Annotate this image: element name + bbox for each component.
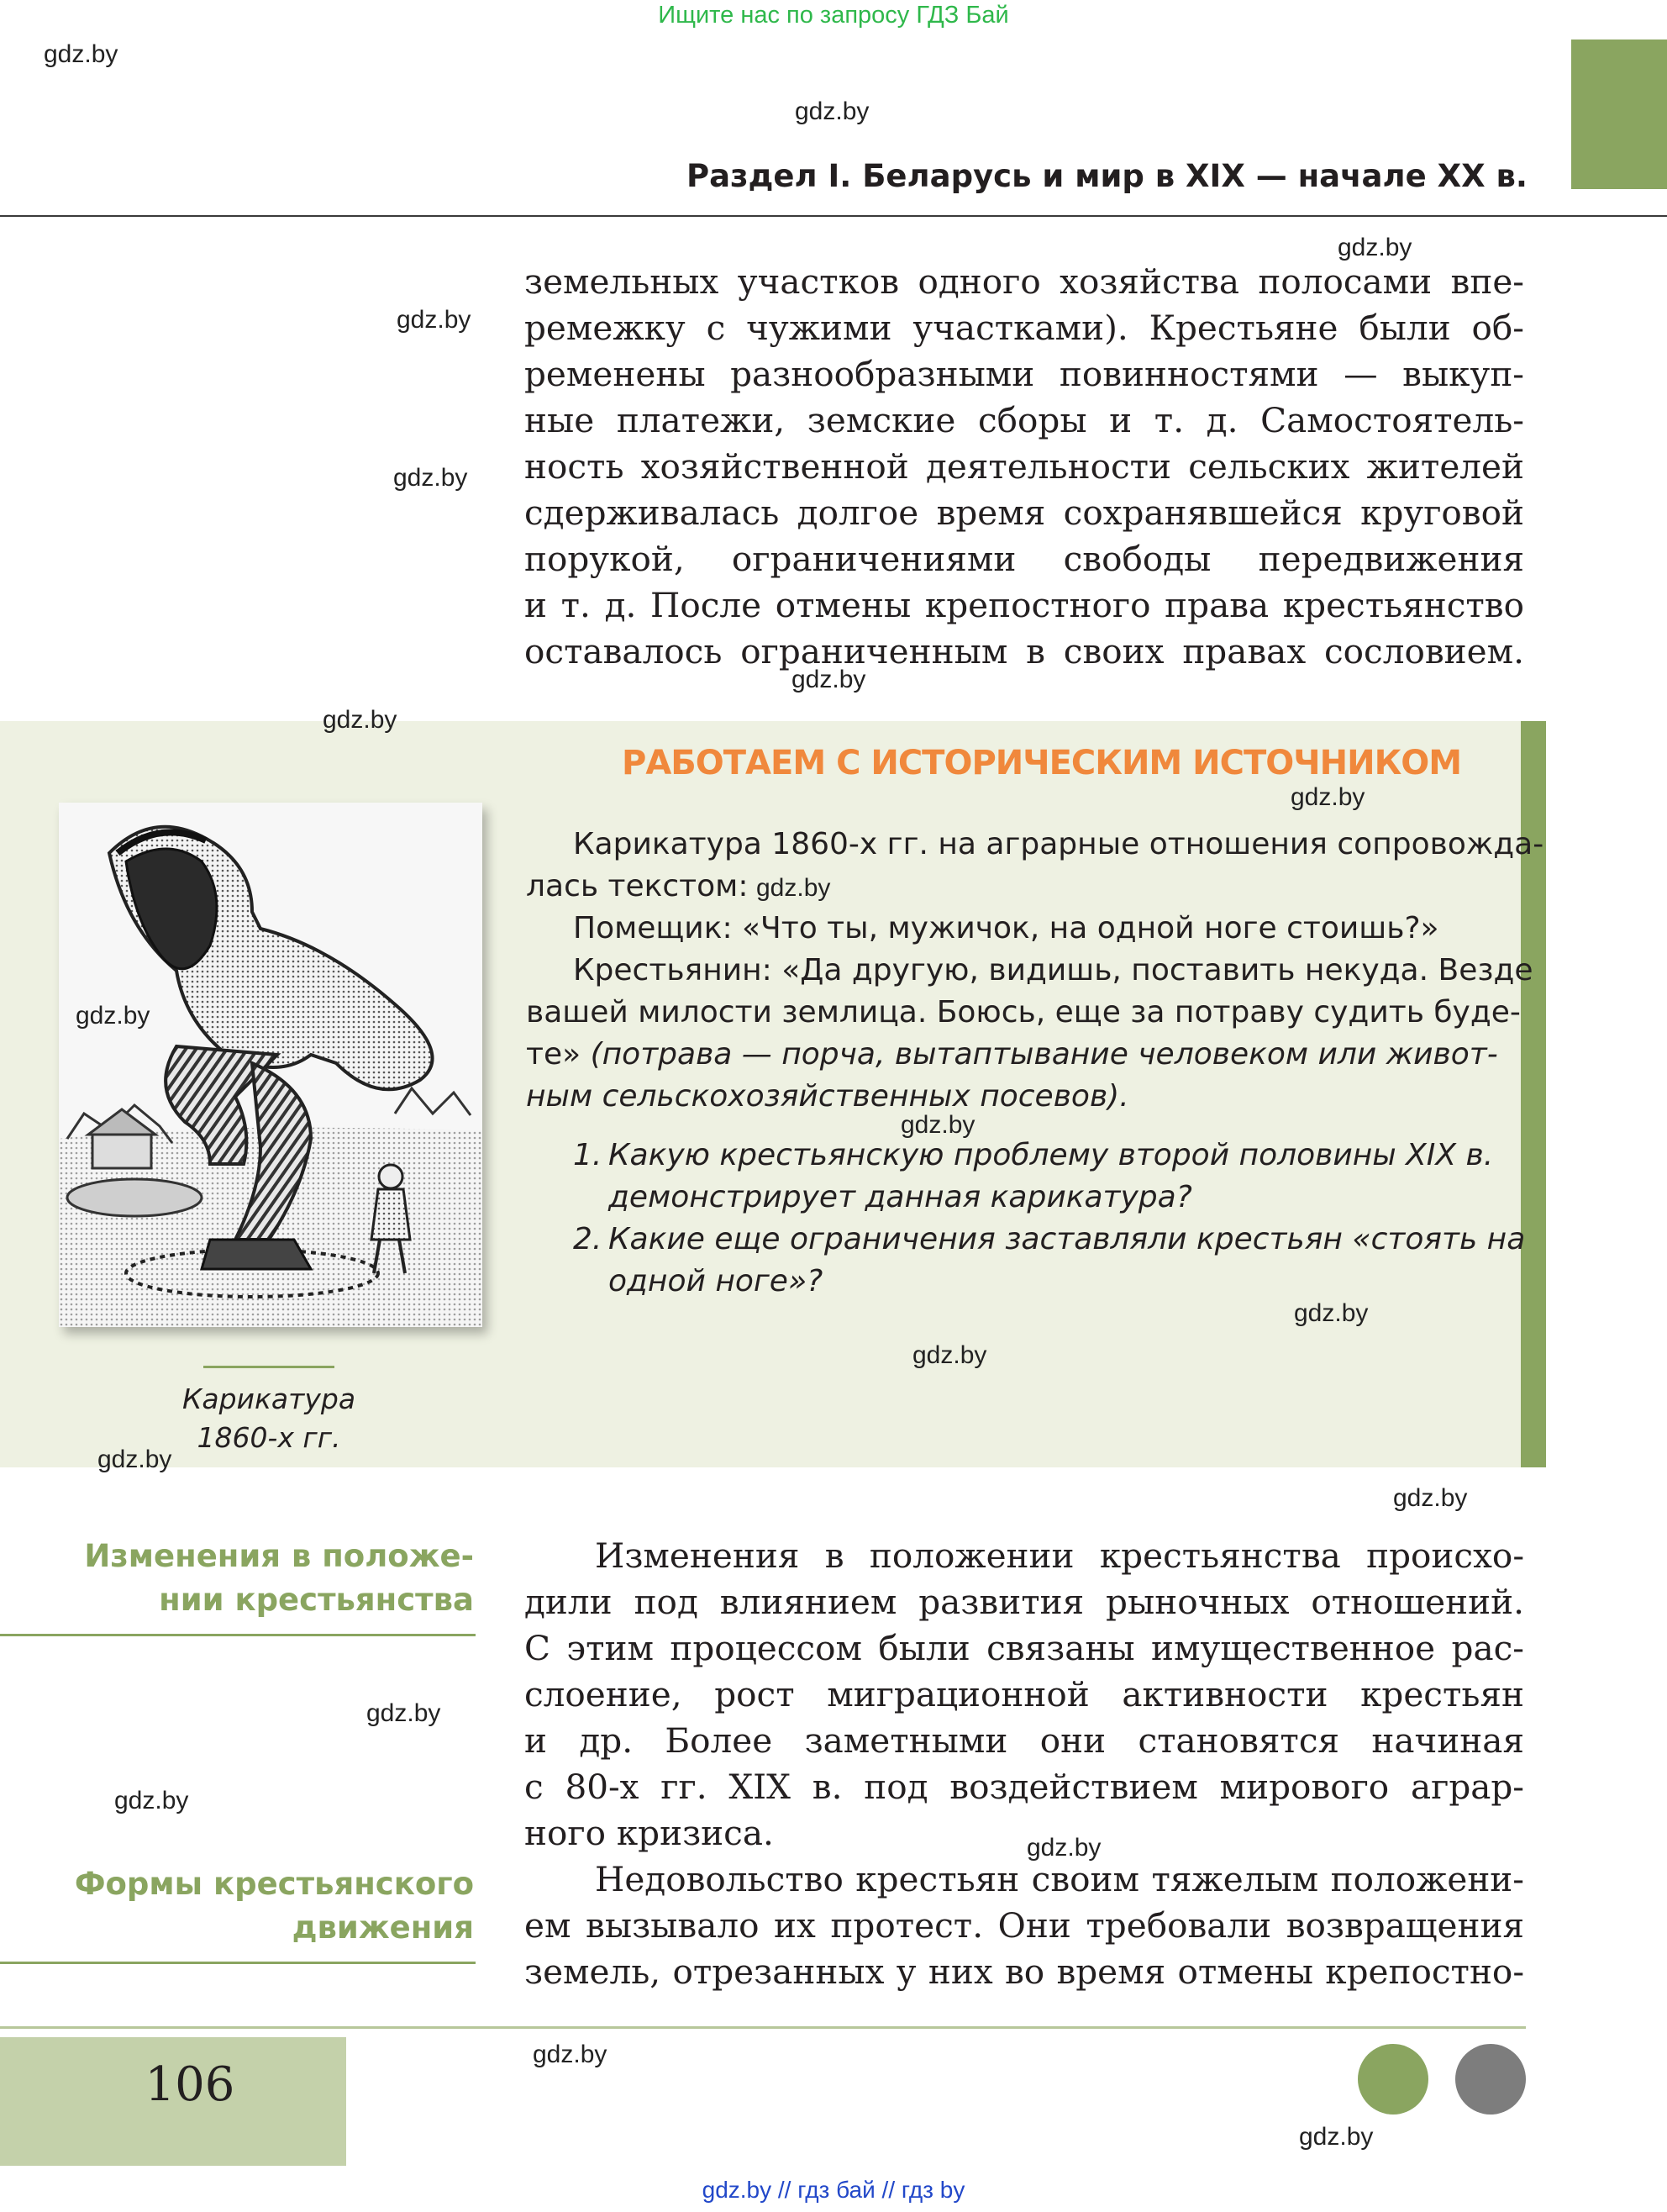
watermark: gdz.by [901,1111,975,1139]
source-text-line [526,1034,1498,1076]
text-line: ность хозяйственной деятельности сельских жителей [524,446,1524,487]
text-line: слоение, рост миграционной активности крестьян [524,1674,1524,1714]
text-line: ременены разнообразными повинностями — выкуп- [524,354,1524,394]
text-line: ные платежи, земские сборы и т. д. Самостоятель- [524,400,1524,440]
side-heading-line: нии крестьянства [159,1582,474,1618]
watermark: gdz.by [114,1787,189,1814]
text-line: земельных участков одного хозяйства полосами впе- [524,261,1524,302]
watermark: gdz.by [1338,234,1412,261]
watermark: gdz.by [795,97,870,125]
gray-dot-icon [1455,2044,1526,2115]
header-divider [0,215,1667,217]
green-dot-icon [1358,2044,1428,2115]
watermark: gdz.by [97,1446,172,1473]
watermark: gdz.by [1299,2123,1374,2151]
question-number: 2. [573,1222,602,1256]
side-heading-divider [0,1962,476,1964]
text-line: и т. д. После отмены крепостного права крестьянство [524,585,1524,625]
watermark: gdz.by [533,2041,607,2068]
watermark: gdz.by [1027,1834,1102,1862]
footer-divider [0,2026,1526,2029]
page-number: 106 [145,2057,235,2112]
watermark: gdz.by [756,874,831,902]
source-text-line: Помещик: «Что ты, мужичок, на одной ноге стоишь?» [573,911,1439,945]
caption-line: 1860-х гг. [197,1421,341,1454]
text-line: оставалось ограниченным в своих правах сословием. [524,631,1524,672]
caption-divider [203,1366,334,1368]
caption-line: Карикатура [181,1382,356,1415]
text-line: ремежку с чужими участками). Крестьяне были об- [524,308,1524,348]
source-text-line: Карикатура 1860-х гг. на аграрные отношения сопровожда- [573,827,1544,861]
watermark: gdz.by [791,666,866,693]
watermark: gdz.by [44,40,118,68]
text-line: порукой, ограничениями свободы передвижения [524,539,1524,579]
source-text-line [526,1076,1129,1118]
paragraph-top [524,259,1524,675]
watermark: gdz.by [393,464,468,492]
text-line: ем вызывало их протест. Они требовали возвращения [524,1905,1524,1946]
source-text-plain: те» [526,1037,591,1072]
source-text-line: Крестьянин: «Да другую, видишь, поставить некуда. Везде [573,953,1533,988]
source-heading: РАБОТАЕМ С ИСТОРИЧЕСКИМ ИСТОЧНИКОМ [622,744,1462,782]
text-line: Недовольство крестьян своим тяжелым положени- [595,1859,1524,1899]
text-line: ного кризиса. [524,1813,774,1853]
text-line: с 80-х гг. XIX в. под воздействием мирового аграр- [524,1767,1524,1807]
watermark: gdz.by [912,1341,987,1369]
cartoon-image [59,803,482,1327]
text-line: земель, отрезанных у них во время отмены крепостно- [524,1951,1524,1992]
watermark: gdz.by [1291,783,1365,811]
text-line: сдерживалась долгое время сохранявшейся круговой [524,492,1524,533]
side-heading-changes [84,1535,474,1622]
question-line: демонстрирует данная карикатура? [608,1180,1192,1214]
search-banner: Ищите нас по запросу ГДЗ Бай [658,2,1009,29]
watermark: gdz.by [366,1699,441,1727]
section-title: Раздел I. Беларусь и мир в XIX — начале XX в. [686,158,1528,194]
watermark: gdz.by [397,306,471,334]
text-line: Изменения в положении крестьянства происхо- [595,1535,1524,1576]
site-links[interactable]: gdz.by // гдз бай // гдз by [702,2177,965,2203]
question-line: Какую крестьянскую проблему второй половины XIX в. [608,1138,1494,1172]
peasant-cartoon-illustration [59,803,482,1327]
watermark: gdz.by [1393,1484,1468,1512]
text-line: и др. Более заметными они становятся начиная [524,1720,1524,1761]
side-heading-line: движения [292,1909,474,1946]
watermark: gdz.by [323,706,397,734]
side-heading-line: Изменения в положе- [84,1538,474,1574]
text-line: С этим процессом были связаны имущественное рас- [524,1628,1524,1668]
paragraph-bottom [524,1533,1524,1995]
source-text-italic: (потрава — порча, вытаптывание человеком или живот- [590,1037,1498,1072]
watermark: gdz.by [1294,1299,1369,1327]
side-heading-forms [75,1862,474,1950]
question-line: Какие еще ограничения заставляли крестьян «стоять на [608,1222,1526,1256]
source-text-line: вашей милости землица. Боюсь, еще за потраву судить буде- [526,995,1521,1030]
question-number: 1. [573,1138,602,1172]
question-line: одной ноге»? [608,1264,823,1298]
source-text-italic: ным сельскохозяйственных посевов). [526,1079,1129,1114]
chapter-tab [1571,40,1667,189]
watermark: gdz.by [76,1002,150,1030]
source-text-line: лась текстом: [526,869,749,903]
side-heading-divider [0,1634,476,1636]
text-line: дили под влиянием развития рыночных отношений. [524,1582,1524,1622]
image-caption [143,1380,395,1457]
side-heading-line: Формы крестьянского [74,1866,474,1902]
